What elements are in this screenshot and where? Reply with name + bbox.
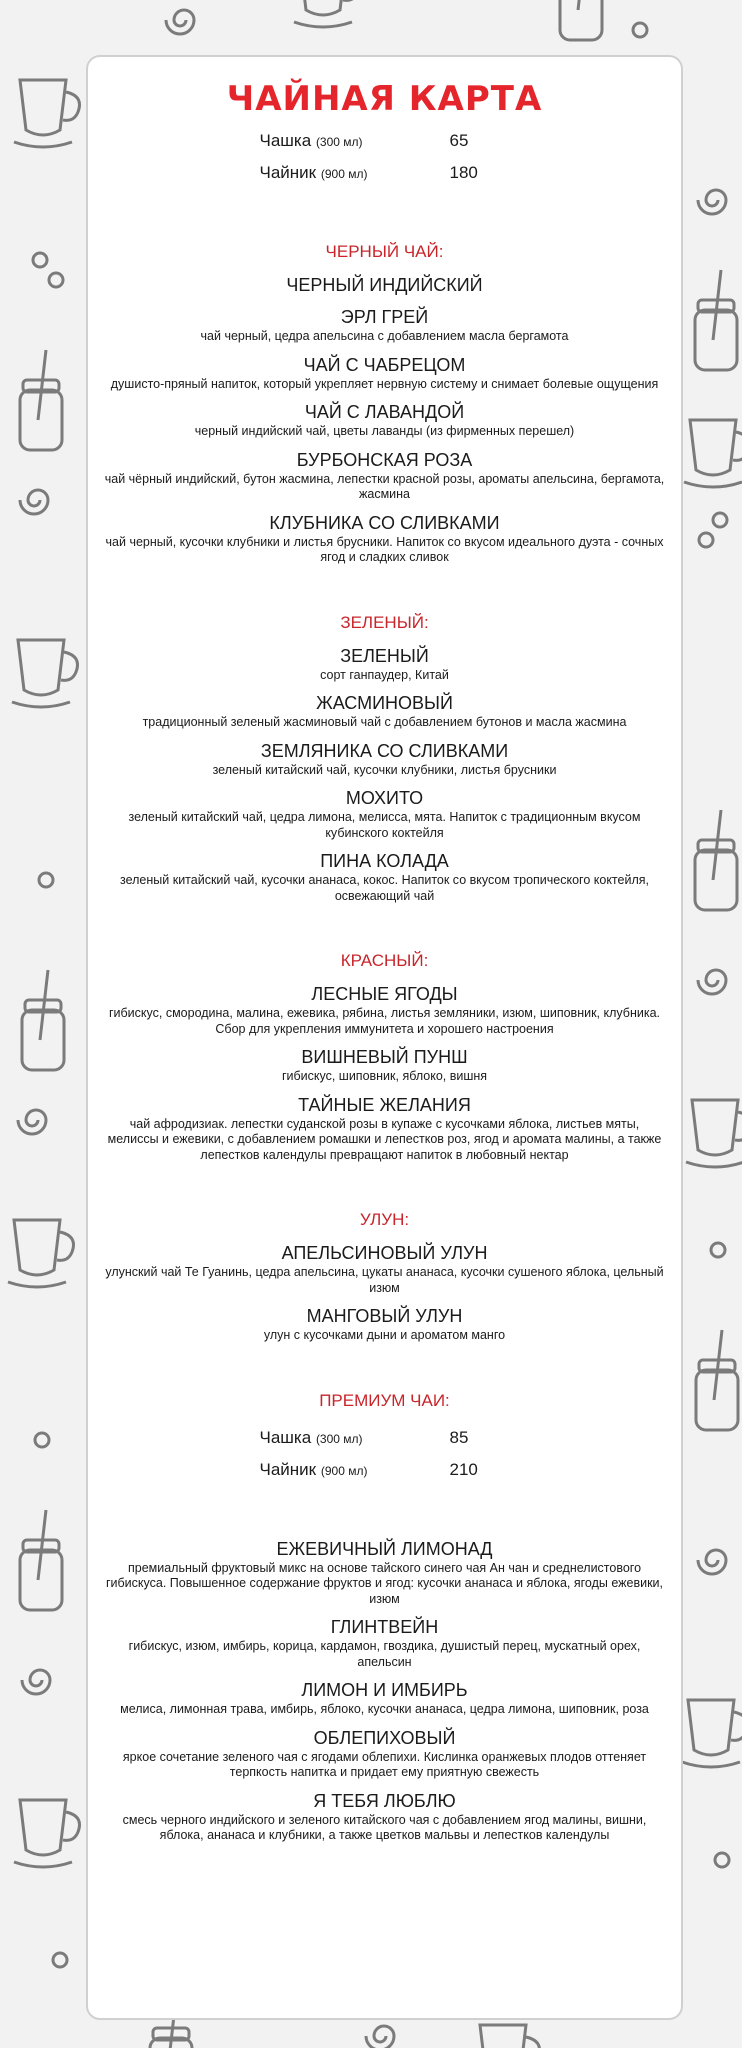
price-value: 65 — [449, 131, 469, 150]
price-row — [260, 157, 510, 189]
item-description: премиальный фруктовый микс на основе тайского синего чая Ан чан и среднелистового гибискуса. Повышенное содержание фруктов и ягод: кусочки ананаса и яблока, ягоды ежевики, изюм — [105, 1560, 663, 1606]
price-value: 85 — [449, 1427, 469, 1447]
menu-item — [86, 1615, 683, 1670]
menu-item — [86, 400, 683, 440]
menu-item — [86, 849, 683, 904]
menu-content — [86, 55, 683, 1852]
item-name: ТАЙНЫЕ ЖЕЛАНИЯ — [298, 1094, 471, 1115]
section-title-green: ЗЕЛЕНЫЙ: — [340, 612, 429, 632]
item-description: гибискус, шиповник, яблоко, вишня — [281, 1069, 488, 1083]
item-name: КЛУБНИКА СО СЛИВКАМИ — [269, 512, 500, 533]
price-row — [260, 1422, 510, 1454]
item-name: АПЕЛЬСИНОВЫЙ УЛУН — [281, 1243, 488, 1263]
item-name: ВИШНЕВЫЙ ПУНШ — [301, 1047, 468, 1067]
item-name: ЛЕСНЫЕ ЯГОДЫ — [311, 984, 458, 1004]
menu-item — [86, 448, 683, 503]
price-label: Чайник — [259, 1459, 317, 1479]
item-name: ЖАСМИНОВЫЙ — [316, 693, 453, 713]
section-title-premium: ПРЕМИУМ ЧАИ: — [319, 1390, 450, 1410]
item-name: МОХИТО — [345, 788, 424, 808]
menu-item — [86, 1726, 683, 1781]
menu-item — [86, 353, 683, 393]
menu-item — [86, 982, 683, 1037]
price-label: Чашка — [259, 1427, 312, 1447]
menu-item — [86, 1093, 683, 1164]
item-description: чай черный, цедра апельсина с добавлением масла бергамота — [200, 329, 569, 343]
item-name: ЧАЙ С ЛАВАНДОЙ — [304, 402, 465, 422]
price-row — [260, 125, 510, 157]
menu-item — [86, 739, 683, 779]
price-row — [260, 1454, 510, 1486]
item-description: зеленый китайский чай, цедра лимона, мелисса, мята. Напиток с традиционным вкусом кубинского коктейля — [128, 810, 641, 840]
item-description: сорт ганпаудер, Китай — [320, 667, 449, 682]
item-name: ЧАЙ С ЧАБРЕЦОМ — [303, 354, 466, 375]
section-title-red: КРАСНЫЙ: — [340, 951, 429, 970]
item-name: ГЛИНТВЕЙН — [330, 1617, 439, 1637]
item-description: чай афродизиак. лепестки суданской розы в купаже с кусочками яблока, листьев мяты, мелиссы и ежевики, с добавлением ромашки и лепестков роз, ягод и аромата малины, а также лепестков календулы превращают напиток в любовный нектар — [107, 1116, 662, 1162]
item-description: зеленый китайский чай, кусочки клубники, листья брусники — [212, 762, 557, 777]
item-description: чай черный, кусочки клубники и листья брусники. Напиток со вкусом идеального дуэта - сочных ягод и сладких сливок — [105, 534, 664, 564]
menu-item — [86, 1789, 683, 1844]
item-description: улун с кусочками дыни и ароматом манго — [263, 1328, 506, 1342]
price-value: 180 — [449, 163, 478, 182]
menu-item — [86, 644, 683, 684]
menu-item — [86, 1678, 683, 1718]
item-description: улунский чай Те Гуанинь, цедра апельсина, цукаты ананаса, кусочки сушеного яблока, цельный изюм — [105, 1265, 664, 1295]
item-name: ЗЕЛЕНЫЙ — [340, 645, 429, 666]
price-volume: (300 мл) — [315, 1431, 363, 1446]
page-title: ЧАЙНАЯ КАРТА — [226, 79, 543, 119]
price-volume: (900 мл) — [320, 167, 368, 181]
menu-item — [86, 1045, 683, 1085]
item-name: БУРБОНСКАЯ РОЗА — [296, 449, 473, 470]
menu-item — [86, 273, 683, 297]
premium-price-table — [260, 1422, 510, 1486]
menu-item — [86, 691, 683, 731]
item-name: ЕЖЕВИЧНЫЙ ЛИМОНАД — [276, 1538, 493, 1559]
item-name: ЛИМОН И ИМБИРЬ — [301, 1680, 468, 1700]
menu-item — [86, 786, 683, 841]
price-volume: (300 мл) — [315, 135, 363, 149]
item-description: гибискус, изюм, имбирь, корица, кардамон, гвоздика, душистый перец, мускатный орех, апельсин — [128, 1639, 641, 1669]
item-name: Я ТЕБЯ ЛЮБЛЮ — [313, 1790, 456, 1811]
menu-item — [86, 1304, 683, 1344]
price-value: 210 — [449, 1459, 478, 1479]
item-name: МАНГОВЫЙ УЛУН — [306, 1306, 463, 1326]
item-description: смесь черного индийского и зеленого китайского чая с добавлением ягод малины, вишни, яблока, ананаса и клубники, а также цветков мальвы и лепестков календулы — [122, 1812, 647, 1842]
price-label: Чашка — [259, 131, 312, 150]
item-description: зеленый китайский чай, кусочки ананаса, кокос. Напиток со вкусом тропического коктейля, освежающий чай — [120, 873, 649, 903]
item-description: мелиса, лимонная трава, имбирь, яблоко, кусочки ананаса, цедра лимона, шиповник, роза — [120, 1702, 649, 1716]
item-name: ЗЕМЛЯНИКА СО СЛИВКАМИ — [260, 740, 509, 761]
item-description: черный индийский чай, цветы лаванды (из фирменных перешел) — [194, 424, 575, 438]
item-description: душисто-пряный напиток, который укрепляет нервную систему и снимает болевые ощущения — [110, 376, 659, 391]
menu-item — [86, 511, 683, 566]
section-title-oolong: УЛУН: — [359, 1210, 410, 1229]
menu-item — [86, 1537, 683, 1608]
item-name: ЭРЛ ГРЕЙ — [340, 307, 429, 327]
item-name: ЧЕРНЫЙ ИНДИЙСКИЙ — [286, 275, 483, 295]
item-description: яркое сочетание зеленого чая с ягодами облепихи. Кислинка оранжевых плодов оттеняет терпкость напитка и придает ему приятную свежесть — [122, 1749, 647, 1779]
section-title-black: ЧЕРНЫЙ ЧАЙ: — [325, 242, 444, 261]
item-description: гибискус, смородина, малина, ежевика, рябина, листья земляники, изюм, шиповник, клубника. Сбор для укрепления иммунитета и хорошего настроения — [108, 1006, 661, 1036]
price-label: Чайник — [259, 163, 317, 182]
item-description: чай чёрный индийский, бутон жасмина, лепестки красной розы, ароматы апельсина, бергамота, жасмина — [104, 471, 665, 501]
item-name: ОБЛЕПИХОВЫЙ — [313, 1727, 456, 1748]
menu-item — [86, 305, 683, 345]
item-name: ПИНА КОЛАДА — [320, 851, 449, 871]
menu-item — [86, 1241, 683, 1296]
price-table — [260, 125, 510, 189]
item-description: традиционный зеленый жасминовый чай с добавлением бутонов и масла жасмина — [142, 715, 627, 729]
price-volume: (900 мл) — [320, 1463, 368, 1478]
